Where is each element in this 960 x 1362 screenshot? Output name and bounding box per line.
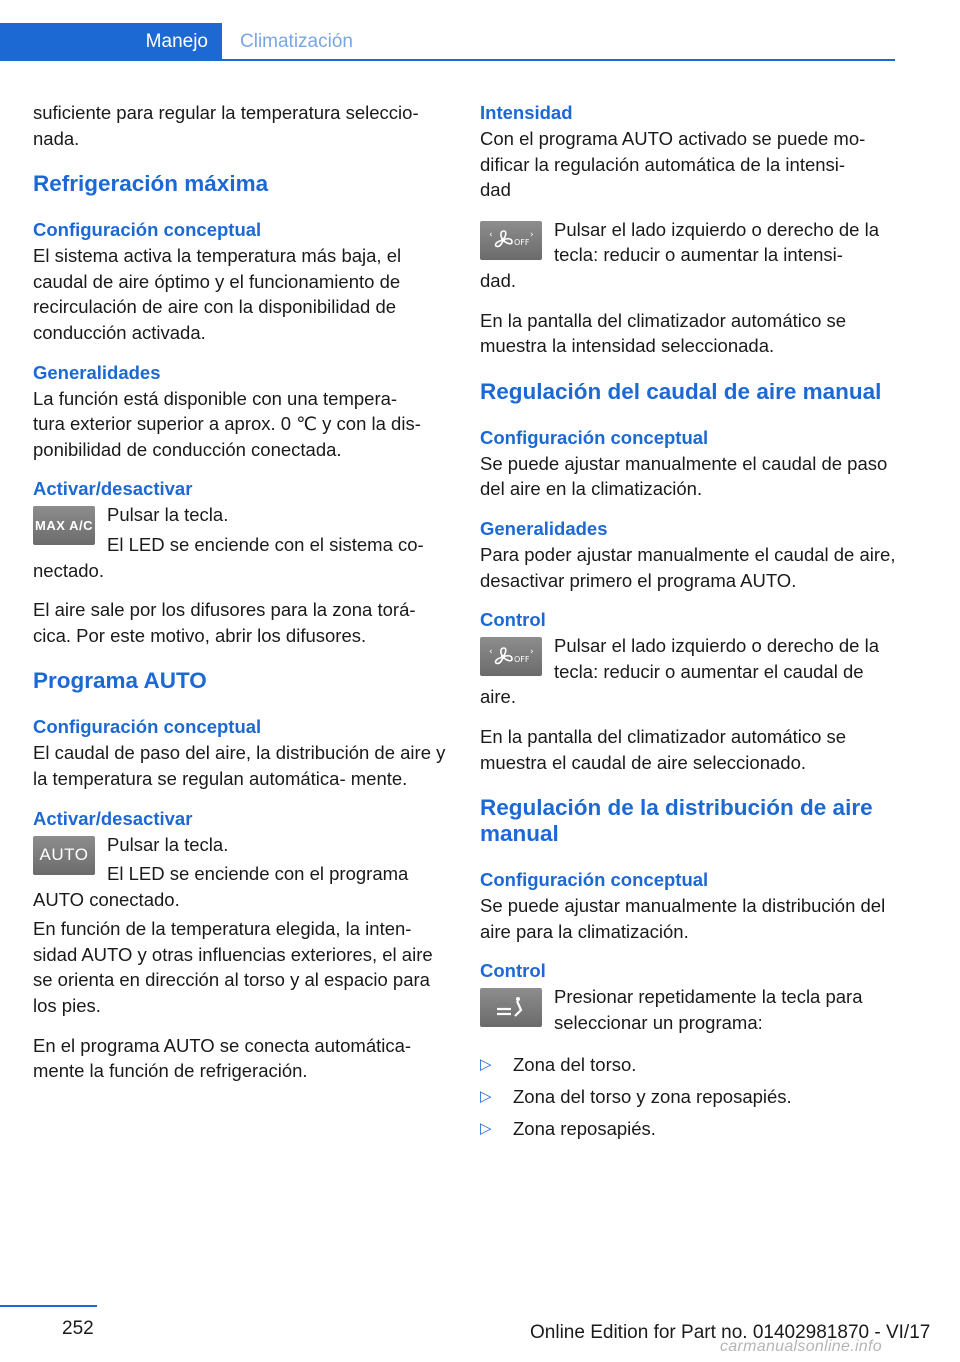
distribution-concept-text: Se puede ajustar manualmente la distribución del aire para la climatización.: [480, 895, 886, 942]
auto-concept-text: El caudal de paso del aire, la distribución de aire y la temperatura se regulan automática‐ mente.: [33, 742, 446, 789]
auto-text-2: En el programa AUTO se conecta automática‐ mente la función de refrigeración.: [33, 1034, 412, 1082]
flow-display-text: En la pantalla del climatizador automático se muestra el caudal de aire seleccionado.: [480, 725, 847, 773]
subheading-flow-general: Generalidades: [480, 517, 608, 539]
max-ac-button[interactable]: [33, 506, 95, 545]
subheading-distribution-control: Control: [480, 960, 546, 982]
section-heading-manual-flow: Regulación del caudal de aire manual: [480, 378, 882, 404]
subheading-general: Generalidades: [33, 361, 161, 383]
auto-step-2: El LED se enciende con el programa AUTO conectado.: [33, 863, 409, 910]
fan-off-icon: [486, 643, 536, 671]
distribution-button-text: Presionar repetidamente la tecla para seleccionar un programa:: [554, 986, 863, 1033]
flow-concept-text: Se puede ajustar manualmente el caudal de paso del aire en la climatización.: [480, 452, 888, 500]
list-item: ▷ Zona del torso y zona reposapiés.: [480, 1081, 898, 1113]
fan-flow-button[interactable]: [480, 637, 542, 676]
distribution-options-list: [480, 1049, 898, 1145]
svg-text:›: ›: [530, 646, 534, 657]
max-ac-step-1: Pulsar la tecla.: [107, 504, 229, 526]
flow-button-text: Pulsar el lado izquierdo o derecho de la tecla: reducir o aumentar el caudal de aire.: [480, 635, 879, 708]
triangle-bullet-icon: ▷: [480, 1056, 492, 1074]
air-distribution-icon: [491, 996, 531, 1020]
flow-instruction: [480, 633, 898, 724]
intro-paragraph: suficiente para regular la temperatura seleccio‐ nada.: [33, 102, 419, 149]
auto-text-1: En función de la temperatura elegida, la inten‐ sidad AUTO y otras influencias exteriores, el aire se orienta en dirección al torso y al espacio para los pies.: [33, 918, 433, 1017]
section-heading-auto: Programa AUTO: [33, 668, 207, 694]
page-number: 252: [62, 1318, 94, 1339]
fan-intensity-button[interactable]: [480, 221, 542, 260]
section-heading-max-cooling: Refrigeración máxima: [33, 171, 269, 197]
right-column: [480, 100, 898, 1145]
max-cooling-general-text: La función está disponible con una tempera‐ tura exterior superior a aprox. 0 ℃ y con la dis‐ ponibilidad de conducción conectada.: [33, 387, 421, 460]
max-ac-button-label: MAX A/C: [35, 518, 93, 534]
edition-text: Online Edition for Part no. 01402981870 - VI/17: [530, 1322, 931, 1343]
distribution-instruction: [480, 984, 898, 1049]
subheading-auto-toggle: Activar/desactivar: [33, 807, 193, 829]
max-ac-step-2: El LED se enciende con el sistema co‐ nectado.: [33, 533, 424, 581]
header-divider: [0, 59, 895, 61]
intensity-text: Con el programa AUTO activado se puede mo‐ dificar la regulación automática de la intensi‐ dad: [480, 128, 866, 201]
intensity-display-text: En la pantalla del climatizador automático se muestra la intensidad seleccionada.: [480, 309, 847, 357]
list-item: ▷ Zona del torso.: [480, 1049, 898, 1081]
max-ac-instruction: [33, 502, 449, 597]
auto-button-label: AUTO: [39, 845, 89, 864]
intensity-button-text: Pulsar el lado izquierdo o derecho de la tecla: reducir o aumentar la intensi‐ dad.: [480, 218, 879, 291]
subheading-distribution-concept: Configuración conceptual: [480, 869, 709, 891]
auto-instruction: [33, 832, 449, 917]
svg-text:OFF: OFF: [514, 654, 530, 664]
list-item: ▷ Zona reposapiés.: [480, 1113, 898, 1145]
footer-divider: [0, 1305, 97, 1307]
triangle-bullet-icon: ▷: [480, 1088, 492, 1106]
fan-off-icon: [486, 226, 536, 254]
tab-manejo[interactable]: Manejo: [0, 23, 222, 61]
subheading-toggle: Activar/desactivar: [33, 478, 193, 500]
subheading-concept: Configuración conceptual: [33, 219, 262, 241]
subheading-flow-control: Control: [480, 609, 546, 631]
auto-button[interactable]: [33, 836, 95, 875]
svg-text:›: ›: [530, 230, 534, 241]
svg-text:‹: ‹: [489, 230, 493, 241]
svg-text:OFF: OFF: [514, 238, 530, 248]
section-heading-manual-distribution: Regulación de la distribución de aire manual: [480, 795, 873, 847]
subheading-intensity: Intensidad: [480, 102, 573, 123]
left-column: [33, 100, 449, 1098]
header-bar: [0, 23, 895, 61]
intensity-instruction: [480, 217, 898, 308]
subheading-auto-concept: Configuración conceptual: [33, 716, 262, 738]
svg-text:‹: ‹: [489, 646, 493, 657]
subheading-flow-concept: Configuración conceptual: [480, 426, 709, 448]
flow-general-text: Para poder ajustar manualmente el caudal de aire, desactivar primero el programa AUTO.: [480, 543, 896, 591]
tab-climatizacion[interactable]: Climatización: [240, 31, 353, 52]
air-distribution-button[interactable]: [480, 988, 542, 1027]
triangle-bullet-icon: ▷: [480, 1120, 492, 1138]
max-cooling-concept-text: El sistema activa la temperatura más baja, el caudal de aire óptimo y el funcionamiento de recirculación de aire con la disponibilidad de conducción activada.: [33, 245, 402, 343]
max-cooling-note: El aire sale por los difusores para la zona torá‐ cica. Por este motivo, abrir los difusores.: [33, 599, 416, 646]
auto-step-1: Pulsar la tecla.: [107, 833, 229, 855]
watermark: carmanualsonline.info: [720, 1338, 882, 1355]
